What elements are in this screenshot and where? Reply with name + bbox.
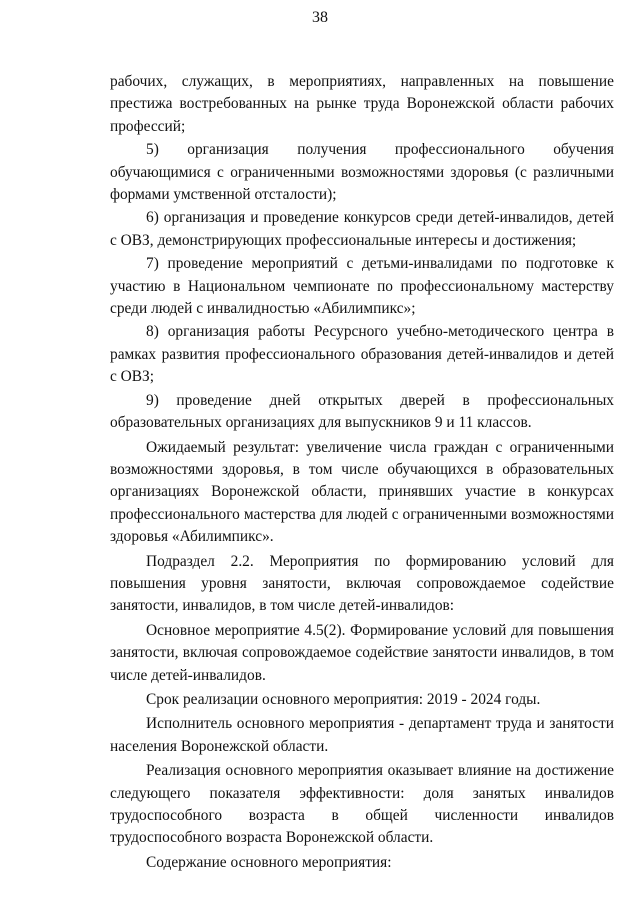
list-item-8: 8) организация работы Ресурсного учебно-методического центра в рамках развития профессионального образования детей-инвалидов и детей с ОВЗ; <box>110 323 614 386</box>
content-heading: Содержание основного мероприятия: <box>146 853 392 871</box>
executor: Исполнитель основного мероприятия - департамент труда и занятости населения Воронежской области. <box>110 715 614 755</box>
page-number: 38 <box>312 9 328 26</box>
implementation-period: Срок реализации основного мероприятия: 2019 - 2024 годы. <box>146 690 541 708</box>
list-item-5: 5) организация получения профессионального обучения обучающимися с ограниченными возможностями здоровья (с различными формами умственной отсталости); <box>110 141 614 204</box>
list-item-7: 7) проведение мероприятий с детьми-инвалидами по подготовке к участию в Национальном чемпионате по профессиональному мастерству среди людей с инвалидностью «Абилимпикс»; <box>110 255 614 318</box>
subsection-heading: Подраздел 2.2. Мероприятия по формированию условий для повышения уровня занятости, включая сопровождаемое содействие занятости, инвалидов, в том числе детей-инвалидов: <box>110 552 614 615</box>
list-item-6: 6) организация и проведение конкурсов среди детей-инвалидов, детей с ОВЗ, демонстрирующих профессиональные интересы и достижения; <box>110 209 614 249</box>
impact-statement: Реализация основного мероприятия оказывает влияние на достижение следующего показателя эффективности: доля занятых инвалидов трудоспособного возраста в общей численности инвалидов трудоспособного возраста Воронежской области. <box>110 762 614 847</box>
main-activity-title: Основное мероприятие 4.5(2). Формирование условий для повышения занятости, включая сопровождаемое содействие занятости инвалидов, в том числе детей-инвалидов. <box>110 621 614 684</box>
list-item-9: 9) проведение дней открытых дверей в профессиональных образовательных организациях для выпускников 9 и 11 классов. <box>110 391 614 432</box>
expected-result: Ожидаемый результат: увеличение числа граждан с ограниченными возможностями здоровья, в том числе обучающихся в образовательных организациях Воронежской области, принявших участие в конкурсах профессионального мастерства для людей с ограниченными возможностями здоровья «Абилимпикс». <box>110 438 614 546</box>
document-body <box>110 71 614 875</box>
paragraph-continuation: рабочих, служащих, в мероприятиях, направленных на повышение престижа востребованных на рынке труда Воронежской области рабочих профессий; <box>110 73 614 135</box>
